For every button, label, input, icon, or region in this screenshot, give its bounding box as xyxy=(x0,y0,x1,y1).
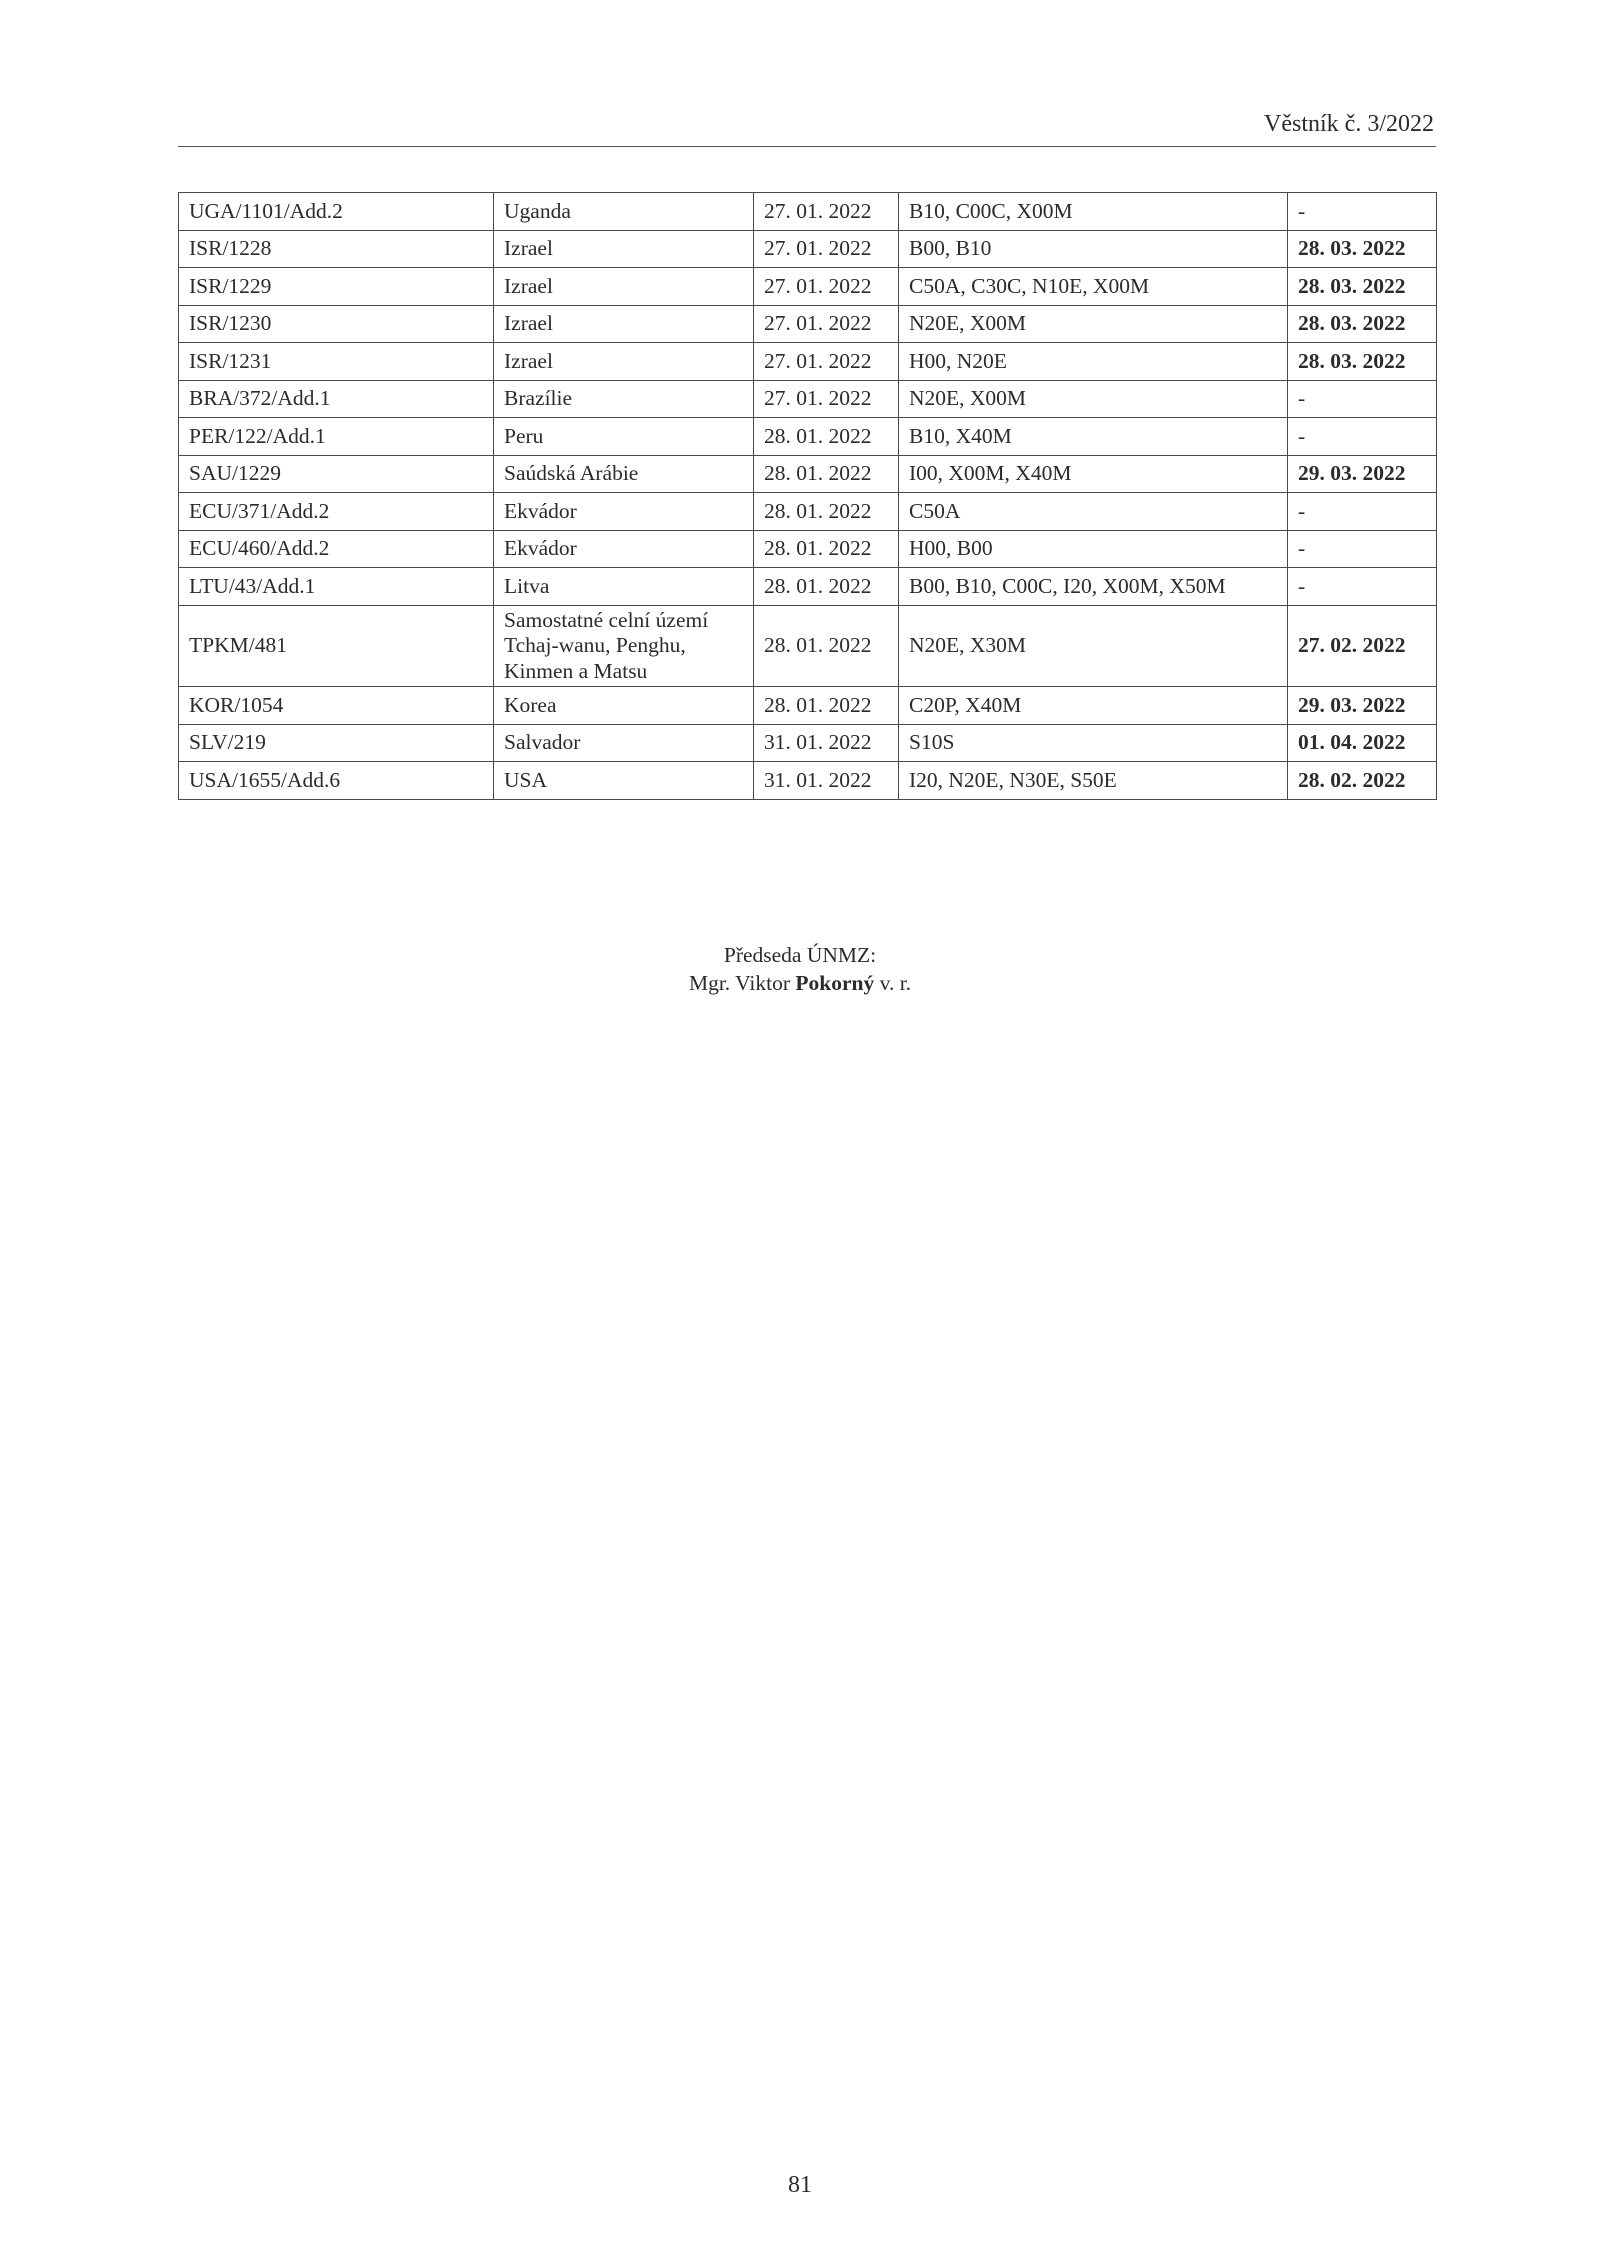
table-row xyxy=(179,493,1437,531)
comment-deadline: 28. 03. 2022 xyxy=(1288,268,1437,306)
table-row xyxy=(179,530,1437,568)
signature-surname: Pokorný xyxy=(795,971,875,995)
ics-codes: B10, X40M xyxy=(899,418,1288,456)
table-row xyxy=(179,724,1437,762)
signature-name xyxy=(0,970,1600,996)
table-row xyxy=(179,605,1437,687)
table-row xyxy=(179,305,1437,343)
comment-deadline: - xyxy=(1288,418,1437,456)
comment-deadline: 29. 03. 2022 xyxy=(1288,455,1437,493)
table-row xyxy=(179,268,1437,306)
country: Izrael xyxy=(494,305,754,343)
notification-date: 28. 01. 2022 xyxy=(754,493,899,531)
notification-date: 28. 01. 2022 xyxy=(754,568,899,606)
table-row xyxy=(179,455,1437,493)
country: Brazílie xyxy=(494,380,754,418)
notification-date: 27. 01. 2022 xyxy=(754,380,899,418)
comment-deadline: 29. 03. 2022 xyxy=(1288,687,1437,725)
ics-codes: B00, B10, C00C, I20, X00M, X50M xyxy=(899,568,1288,606)
signature-role: Předseda ÚNMZ: xyxy=(723,943,877,967)
ics-codes: B10, C00C, X00M xyxy=(899,193,1288,231)
bulletin-title: Věstník č. 3/2022 xyxy=(1264,111,1434,137)
country: Izrael xyxy=(494,230,754,268)
notification-date: 28. 01. 2022 xyxy=(754,418,899,456)
country: Izrael xyxy=(494,268,754,306)
notification-date: 31. 01. 2022 xyxy=(754,724,899,762)
table-row xyxy=(179,568,1437,606)
comment-deadline: 27. 02. 2022 xyxy=(1288,605,1437,687)
ics-codes: S10S xyxy=(899,724,1288,762)
notifications-table-body xyxy=(179,193,1437,800)
notifications-table xyxy=(178,192,1437,800)
notification-code: ISR/1231 xyxy=(179,343,494,381)
notification-code: ISR/1229 xyxy=(179,268,494,306)
country: Uganda xyxy=(494,193,754,231)
signature-name-suffix: v. r. xyxy=(879,971,912,995)
ics-codes: C20P, X40M xyxy=(899,687,1288,725)
ics-codes: I00, X00M, X40M xyxy=(899,455,1288,493)
notification-code: ISR/1230 xyxy=(179,305,494,343)
notification-date: 31. 01. 2022 xyxy=(754,762,899,800)
country: USA xyxy=(494,762,754,800)
notification-date: 27. 01. 2022 xyxy=(754,230,899,268)
table-row xyxy=(179,418,1437,456)
ics-codes: I20, N20E, N30E, S50E xyxy=(899,762,1288,800)
table-row xyxy=(179,343,1437,381)
notification-code: ECU/371/Add.2 xyxy=(179,493,494,531)
country: Salvador xyxy=(494,724,754,762)
comment-deadline: 28. 03. 2022 xyxy=(1288,343,1437,381)
notification-date: 27. 01. 2022 xyxy=(754,343,899,381)
country: Ekvádor xyxy=(494,493,754,531)
notification-date: 28. 01. 2022 xyxy=(754,687,899,725)
notification-date: 27. 01. 2022 xyxy=(754,305,899,343)
country: Ekvádor xyxy=(494,530,754,568)
comment-deadline: 28. 02. 2022 xyxy=(1288,762,1437,800)
notification-code: KOR/1054 xyxy=(179,687,494,725)
notification-code: LTU/43/Add.1 xyxy=(179,568,494,606)
notification-code: SAU/1229 xyxy=(179,455,494,493)
comment-deadline: - xyxy=(1288,193,1437,231)
notification-date: 27. 01. 2022 xyxy=(754,193,899,231)
ics-codes: H00, N20E xyxy=(899,343,1288,381)
signature-name-prefix: Mgr. Viktor xyxy=(688,971,790,995)
notification-code: USA/1655/Add.6 xyxy=(179,762,494,800)
notification-date: 28. 01. 2022 xyxy=(754,605,899,687)
notification-code: TPKM/481 xyxy=(179,605,494,687)
table-row xyxy=(179,380,1437,418)
table-row xyxy=(179,230,1437,268)
ics-codes: C50A xyxy=(899,493,1288,531)
comment-deadline: - xyxy=(1288,380,1437,418)
ics-codes: N20E, X00M xyxy=(899,305,1288,343)
comment-deadline: - xyxy=(1288,530,1437,568)
notification-code: UGA/1101/Add.2 xyxy=(179,193,494,231)
country: Peru xyxy=(494,418,754,456)
country: Saúdská Arábie xyxy=(494,455,754,493)
table-row xyxy=(179,193,1437,231)
notification-date: 28. 01. 2022 xyxy=(754,455,899,493)
comment-deadline: 28. 03. 2022 xyxy=(1288,230,1437,268)
comment-deadline: 01. 04. 2022 xyxy=(1288,724,1437,762)
ics-codes: C50A, C30C, N10E, X00M xyxy=(899,268,1288,306)
ics-codes: H00, B00 xyxy=(899,530,1288,568)
country: Litva xyxy=(494,568,754,606)
table-row xyxy=(179,687,1437,725)
country: Korea xyxy=(494,687,754,725)
table-row xyxy=(179,762,1437,800)
notification-code: PER/122/Add.1 xyxy=(179,418,494,456)
ics-codes: N20E, X30M xyxy=(899,605,1288,687)
running-header xyxy=(178,112,1436,147)
country: Izrael xyxy=(494,343,754,381)
country: Samostatné celní území Tchaj-wanu, Penghu, Kinmen a Matsu xyxy=(494,605,754,687)
notification-date: 28. 01. 2022 xyxy=(754,530,899,568)
notification-code: SLV/219 xyxy=(179,724,494,762)
ics-codes: B00, B10 xyxy=(899,230,1288,268)
notification-code: ISR/1228 xyxy=(179,230,494,268)
comment-deadline: - xyxy=(1288,493,1437,531)
page-number: 81 xyxy=(788,2172,812,2198)
notification-date: 27. 01. 2022 xyxy=(754,268,899,306)
comment-deadline: 28. 03. 2022 xyxy=(1288,305,1437,343)
ics-codes: N20E, X00M xyxy=(899,380,1288,418)
notification-code: BRA/372/Add.1 xyxy=(179,380,494,418)
notification-code: ECU/460/Add.2 xyxy=(179,530,494,568)
comment-deadline: - xyxy=(1288,568,1437,606)
